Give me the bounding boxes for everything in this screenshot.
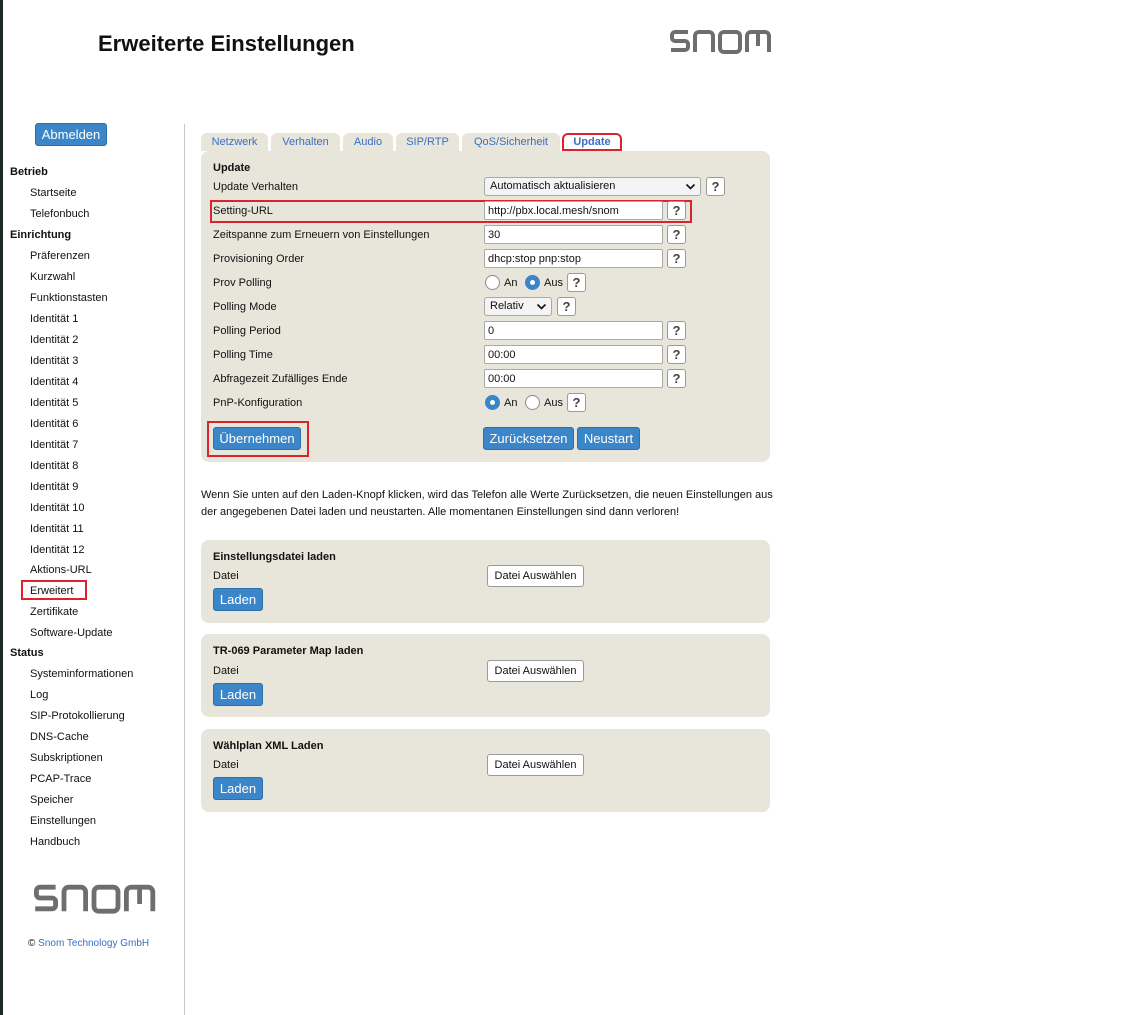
prov-polling-off-label: Aus: [544, 277, 563, 289]
pnp-config-off-radio[interactable]: [525, 395, 540, 410]
polling-time-input[interactable]: [484, 345, 663, 364]
restart-button[interactable]: Neustart: [577, 427, 640, 450]
sidebar-item-software-update[interactable]: Software-Update: [30, 627, 113, 639]
sidebar-item-aktions-url[interactable]: Aktions-URL: [30, 564, 92, 576]
page-title: Erweiterte Einstellungen: [98, 31, 355, 56]
sidebar-item-identitaet-3[interactable]: Identität 3: [30, 355, 79, 367]
sidebar-item-identitaet-8[interactable]: Identität 8: [30, 460, 79, 472]
sidebar-item-systeminformationen[interactable]: Systeminformationen: [30, 668, 134, 680]
reset-button[interactable]: Zurücksetzen: [483, 427, 574, 450]
nav-section-einrichtung: Einrichtung: [10, 229, 72, 241]
sidebar-item-identitaet-4[interactable]: Identität 4: [30, 376, 79, 388]
snom-logo-mark: [668, 26, 772, 56]
sidebar-item-startseite[interactable]: Startseite: [30, 187, 77, 199]
sidebar-item-identitaet-11[interactable]: Identität 11: [30, 523, 84, 535]
help-icon[interactable]: ?: [667, 321, 686, 340]
sidebar-item-sip-protokollierung[interactable]: SIP-Protokollierung: [30, 710, 125, 722]
choose-file-button[interactable]: Datei Auswählen: [487, 660, 584, 682]
tab-sip-rtp[interactable]: SIP/RTP: [396, 133, 459, 151]
copyright: [28, 938, 149, 949]
copyright-link[interactable]: Snom Technology GmbH: [38, 938, 150, 949]
upload-panel-title: Einstellungsdatei laden: [213, 551, 336, 563]
update-panel: [201, 151, 770, 462]
sidebar-item-einstellungen[interactable]: Einstellungen: [30, 815, 97, 827]
snom-logo: [668, 26, 772, 59]
help-icon[interactable]: ?: [557, 297, 576, 316]
polling-mode-label: Polling Mode: [213, 301, 277, 313]
sidebar-item-funktionstasten[interactable]: Funktionstasten: [30, 292, 108, 304]
load-button[interactable]: Laden: [213, 777, 263, 800]
pnp-config-on-label: An: [504, 397, 518, 409]
help-icon[interactable]: ?: [567, 393, 586, 412]
setting-url-input[interactable]: [484, 201, 663, 220]
update-behavior-select[interactable]: [484, 177, 701, 196]
settings-file-upload-panel: [201, 540, 770, 623]
help-icon[interactable]: ?: [667, 201, 686, 220]
sidebar-item-identitaet-1[interactable]: Identität 1: [30, 313, 79, 325]
tab-update[interactable]: Update: [562, 133, 622, 151]
sidebar-item-praeferenzen[interactable]: Präferenzen: [30, 250, 90, 262]
help-icon[interactable]: ?: [706, 177, 725, 196]
sidebar-item-identitaet-9[interactable]: Identität 9: [30, 481, 79, 493]
pnp-config-off-label: Aus: [544, 397, 563, 409]
sidebar-item-identitaet-12[interactable]: Identität 12: [30, 544, 85, 556]
sidebar-item-kurzwahl[interactable]: Kurzwahl: [30, 271, 76, 283]
sidebar-item-identitaet-6[interactable]: Identität 6: [30, 418, 79, 430]
random-end-label: Abfragezeit Zufälliges Ende: [213, 373, 348, 385]
sidebar-item-identitaet-10[interactable]: Identität 10: [30, 502, 85, 514]
prov-polling-on-label: An: [504, 277, 518, 289]
setting-url-label: Setting-URL: [213, 205, 273, 217]
chevron-down-icon: [685, 181, 696, 192]
file-label: Datei: [213, 570, 239, 582]
sidebar-item-pcap-trace[interactable]: PCAP-Trace: [30, 773, 92, 785]
sidebar-divider: [184, 124, 185, 1015]
sidebar-item-speicher[interactable]: Speicher: [30, 794, 74, 806]
sidebar-item-telefonbuch[interactable]: Telefonbuch: [30, 208, 90, 220]
prov-polling-off-radio[interactable]: [525, 275, 540, 290]
sidebar-item-identitaet-2[interactable]: Identität 2: [30, 334, 79, 346]
snom-logo-sidebar-mark: [28, 880, 160, 916]
polling-mode-select[interactable]: [484, 297, 552, 316]
help-icon[interactable]: ?: [667, 225, 686, 244]
polling-mode-value: Relativ: [490, 300, 524, 312]
sidebar-item-erweitert[interactable]: Erweitert: [30, 585, 74, 597]
sidebar-item-log[interactable]: Log: [30, 689, 49, 701]
file-label: Datei: [213, 665, 239, 677]
help-icon[interactable]: ?: [567, 273, 586, 292]
update-behavior-value: Automatisch aktualisieren: [490, 180, 616, 192]
prov-polling-label: Prov Polling: [213, 277, 272, 289]
tr069-upload-panel: [201, 634, 770, 717]
provisioning-order-input[interactable]: [484, 249, 663, 268]
polling-period-label: Polling Period: [213, 325, 281, 337]
tab-qos-sicherheit[interactable]: QoS/Sicherheit: [462, 133, 560, 151]
pnp-config-label: PnP-Konfiguration: [213, 397, 303, 409]
renew-interval-input[interactable]: [484, 225, 663, 244]
tab-audio[interactable]: Audio: [343, 133, 393, 151]
update-behavior-label: Update Verhalten: [213, 181, 299, 193]
sidebar-item-handbuch[interactable]: Handbuch: [30, 836, 81, 848]
help-icon[interactable]: ?: [667, 345, 686, 364]
sidebar-item-identitaet-7[interactable]: Identität 7: [30, 439, 79, 451]
sidebar: [0, 0, 184, 1015]
help-icon[interactable]: ?: [667, 249, 686, 268]
nav-section-betrieb: Betrieb: [10, 166, 48, 178]
copyright-symbol: ©: [28, 938, 36, 949]
apply-button[interactable]: Übernehmen: [213, 427, 301, 450]
random-end-input[interactable]: [484, 369, 663, 388]
upload-panel-title: TR-069 Parameter Map laden: [213, 645, 364, 657]
polling-period-input[interactable]: [484, 321, 663, 340]
choose-file-button[interactable]: Datei Auswählen: [487, 754, 584, 776]
logout-button[interactable]: Abmelden: [35, 123, 107, 146]
prov-polling-on-radio[interactable]: [485, 275, 500, 290]
sidebar-item-dns-cache[interactable]: DNS-Cache: [30, 731, 89, 743]
provisioning-order-label: Provisioning Order: [213, 253, 305, 265]
tab-verhalten[interactable]: Verhalten: [271, 133, 340, 151]
file-label: Datei: [213, 759, 239, 771]
tab-netzwerk[interactable]: Netzwerk: [201, 133, 268, 151]
sidebar-item-zertifikate[interactable]: Zertifikate: [30, 606, 79, 618]
renew-interval-label: Zeitspanne zum Erneuern von Einstellungen: [213, 229, 430, 241]
sidebar-item-identitaet-5[interactable]: Identität 5: [30, 397, 79, 409]
chevron-down-icon: [536, 301, 547, 312]
choose-file-button[interactable]: Datei Auswählen: [487, 565, 584, 587]
load-button[interactable]: Laden: [213, 683, 263, 706]
snom-logo-sidebar: [28, 880, 160, 919]
pnp-config-on-radio[interactable]: [485, 395, 500, 410]
help-icon[interactable]: ?: [667, 369, 686, 388]
dialplan-upload-panel: [201, 729, 770, 812]
sidebar-item-subskriptionen[interactable]: Subskriptionen: [30, 752, 103, 764]
update-panel-title: Update: [213, 162, 251, 174]
nav-section-status: Status: [10, 647, 44, 659]
polling-time-label: Polling Time: [213, 349, 273, 361]
load-button[interactable]: Laden: [213, 588, 263, 611]
upload-panel-title: Wählplan XML Laden: [213, 740, 324, 752]
load-warning-text: Wenn Sie unten auf den Laden-Knopf klicken, wird das Telefon alle Werte Zurücksetzen, die neuen Einstellungen aus der angegebenen Datei laden und neustarten. Alle momentanen Einstellungen sind dann verloren!: [201, 489, 773, 518]
